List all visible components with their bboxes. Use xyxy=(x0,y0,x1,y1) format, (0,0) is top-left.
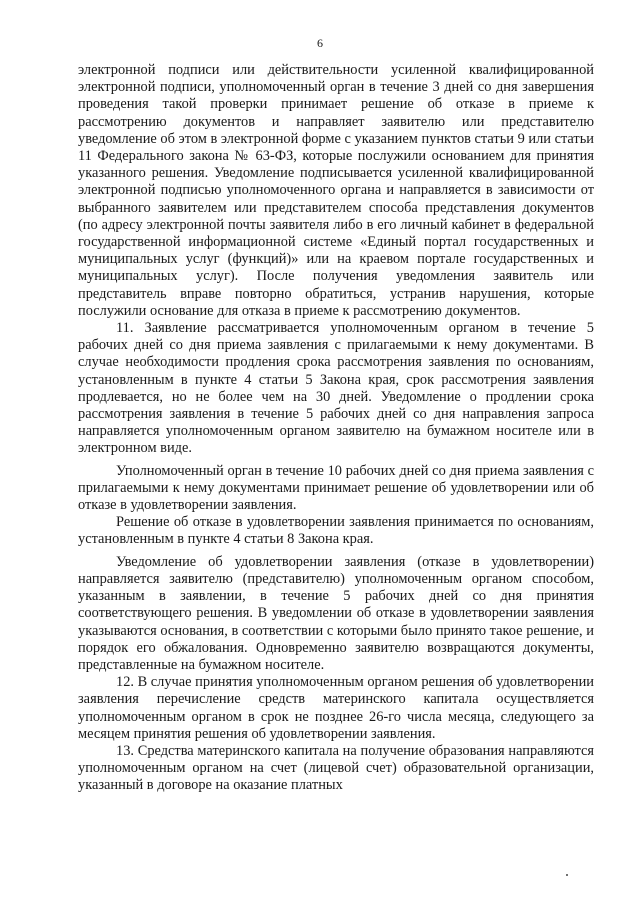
paragraph-11-application-review: 11. Заявление рассматривается уполномоченным органом в течение 5 рабочих дней со дня приема заявления с прилагаемыми к нему документами. В случае необходимости продления срока рассмотрения заявления по основаниям, установленным в пункте 4 статьи 5 Закона края, срок рассмотрения заявления продлевается, но не более чем на 30 дней. Уведомление о продлении срока рассмотрения заявления в течение 5 рабочих дней со дня направления запроса направляется уполномоченным органом заявителю на бумажном носителе или в электронном виде. xyxy=(78,320,594,457)
document-body xyxy=(78,62,594,795)
paragraph-13-education-funds: 13. Средства материнского капитала на получение образования направляются уполномоченным органом на счет (лицевой счет) образовательной организации, указанный в договоре на оказание платных xyxy=(78,742,594,794)
paragraph-12-funds-transfer: 12. В случае принятия уполномоченным органом решения об удовлетворении заявления перечисление средств материнского капитала осуществляется уполномоченным органом в срок не позднее 26-го числа месяца, следующего за месяцем принятия решения об удовлетворении заявления. xyxy=(78,674,594,742)
page-number: 6 xyxy=(317,36,323,50)
paragraph-refusal-grounds: Решение об отказе в удовлетворении заявления принимается по основаниям, установленным в пункте 4 статьи 8 Закона края. xyxy=(78,514,594,548)
paragraph-notification: Уведомление об удовлетворении заявления (отказе в удовлетворении) направляется заявителю (представителю) уполномоченным органом способом, указанным в заявлении, в течение 5 рабочих дней со дня принятия соответствующего решения. В уведомлении об отказе в удовлетворении заявления указываются основания, в соответствии с которыми было принято такое решение, и порядок его обжалования. Одновременно заявителю возвращаются документы, представленные на бумажном носителе. xyxy=(78,553,594,673)
scan-speck xyxy=(566,874,568,876)
paragraph-electronic-signature-check: электронной подписи или действительности усиленной квалифицированной электронной подписи, уполномоченный орган в течение 3 дней со дня завершения проведения такой проверки принимает решение об отказе в приеме к рассмотрению документов и направляет заявителю или представителю уведомление об этом в электронной форме с указанием пунктов статьи 9 или статьи 11 Федерального закона № 63-ФЗ, которые послужили основанием для принятия указанного решения. Уведомление подписывается усиленной квалифицированной электронной подписью уполномоченного органа и направляется в зависимости от выбранного заявителем или представителем способа представления документов (по адресу электронной почты заявителя либо в его личный кабинет в федеральной государственной информационной системе «Единый портал государственных и муниципальных услуг (функций)» или на краевом портале государственных и муниципальных услуг). После получения уведомления заявитель или представитель вправе повторно обратиться, устранив нарушения, которые послужили основание для отказа в приеме к рассмотрению документов. xyxy=(78,62,594,319)
paragraph-decision-deadline: Уполномоченный орган в течение 10 рабочих дней со дня приема заявления с прилагаемыми к нему документами принимает решение об удовлетворении или об отказе в удовлетворении заявления. xyxy=(78,462,594,514)
